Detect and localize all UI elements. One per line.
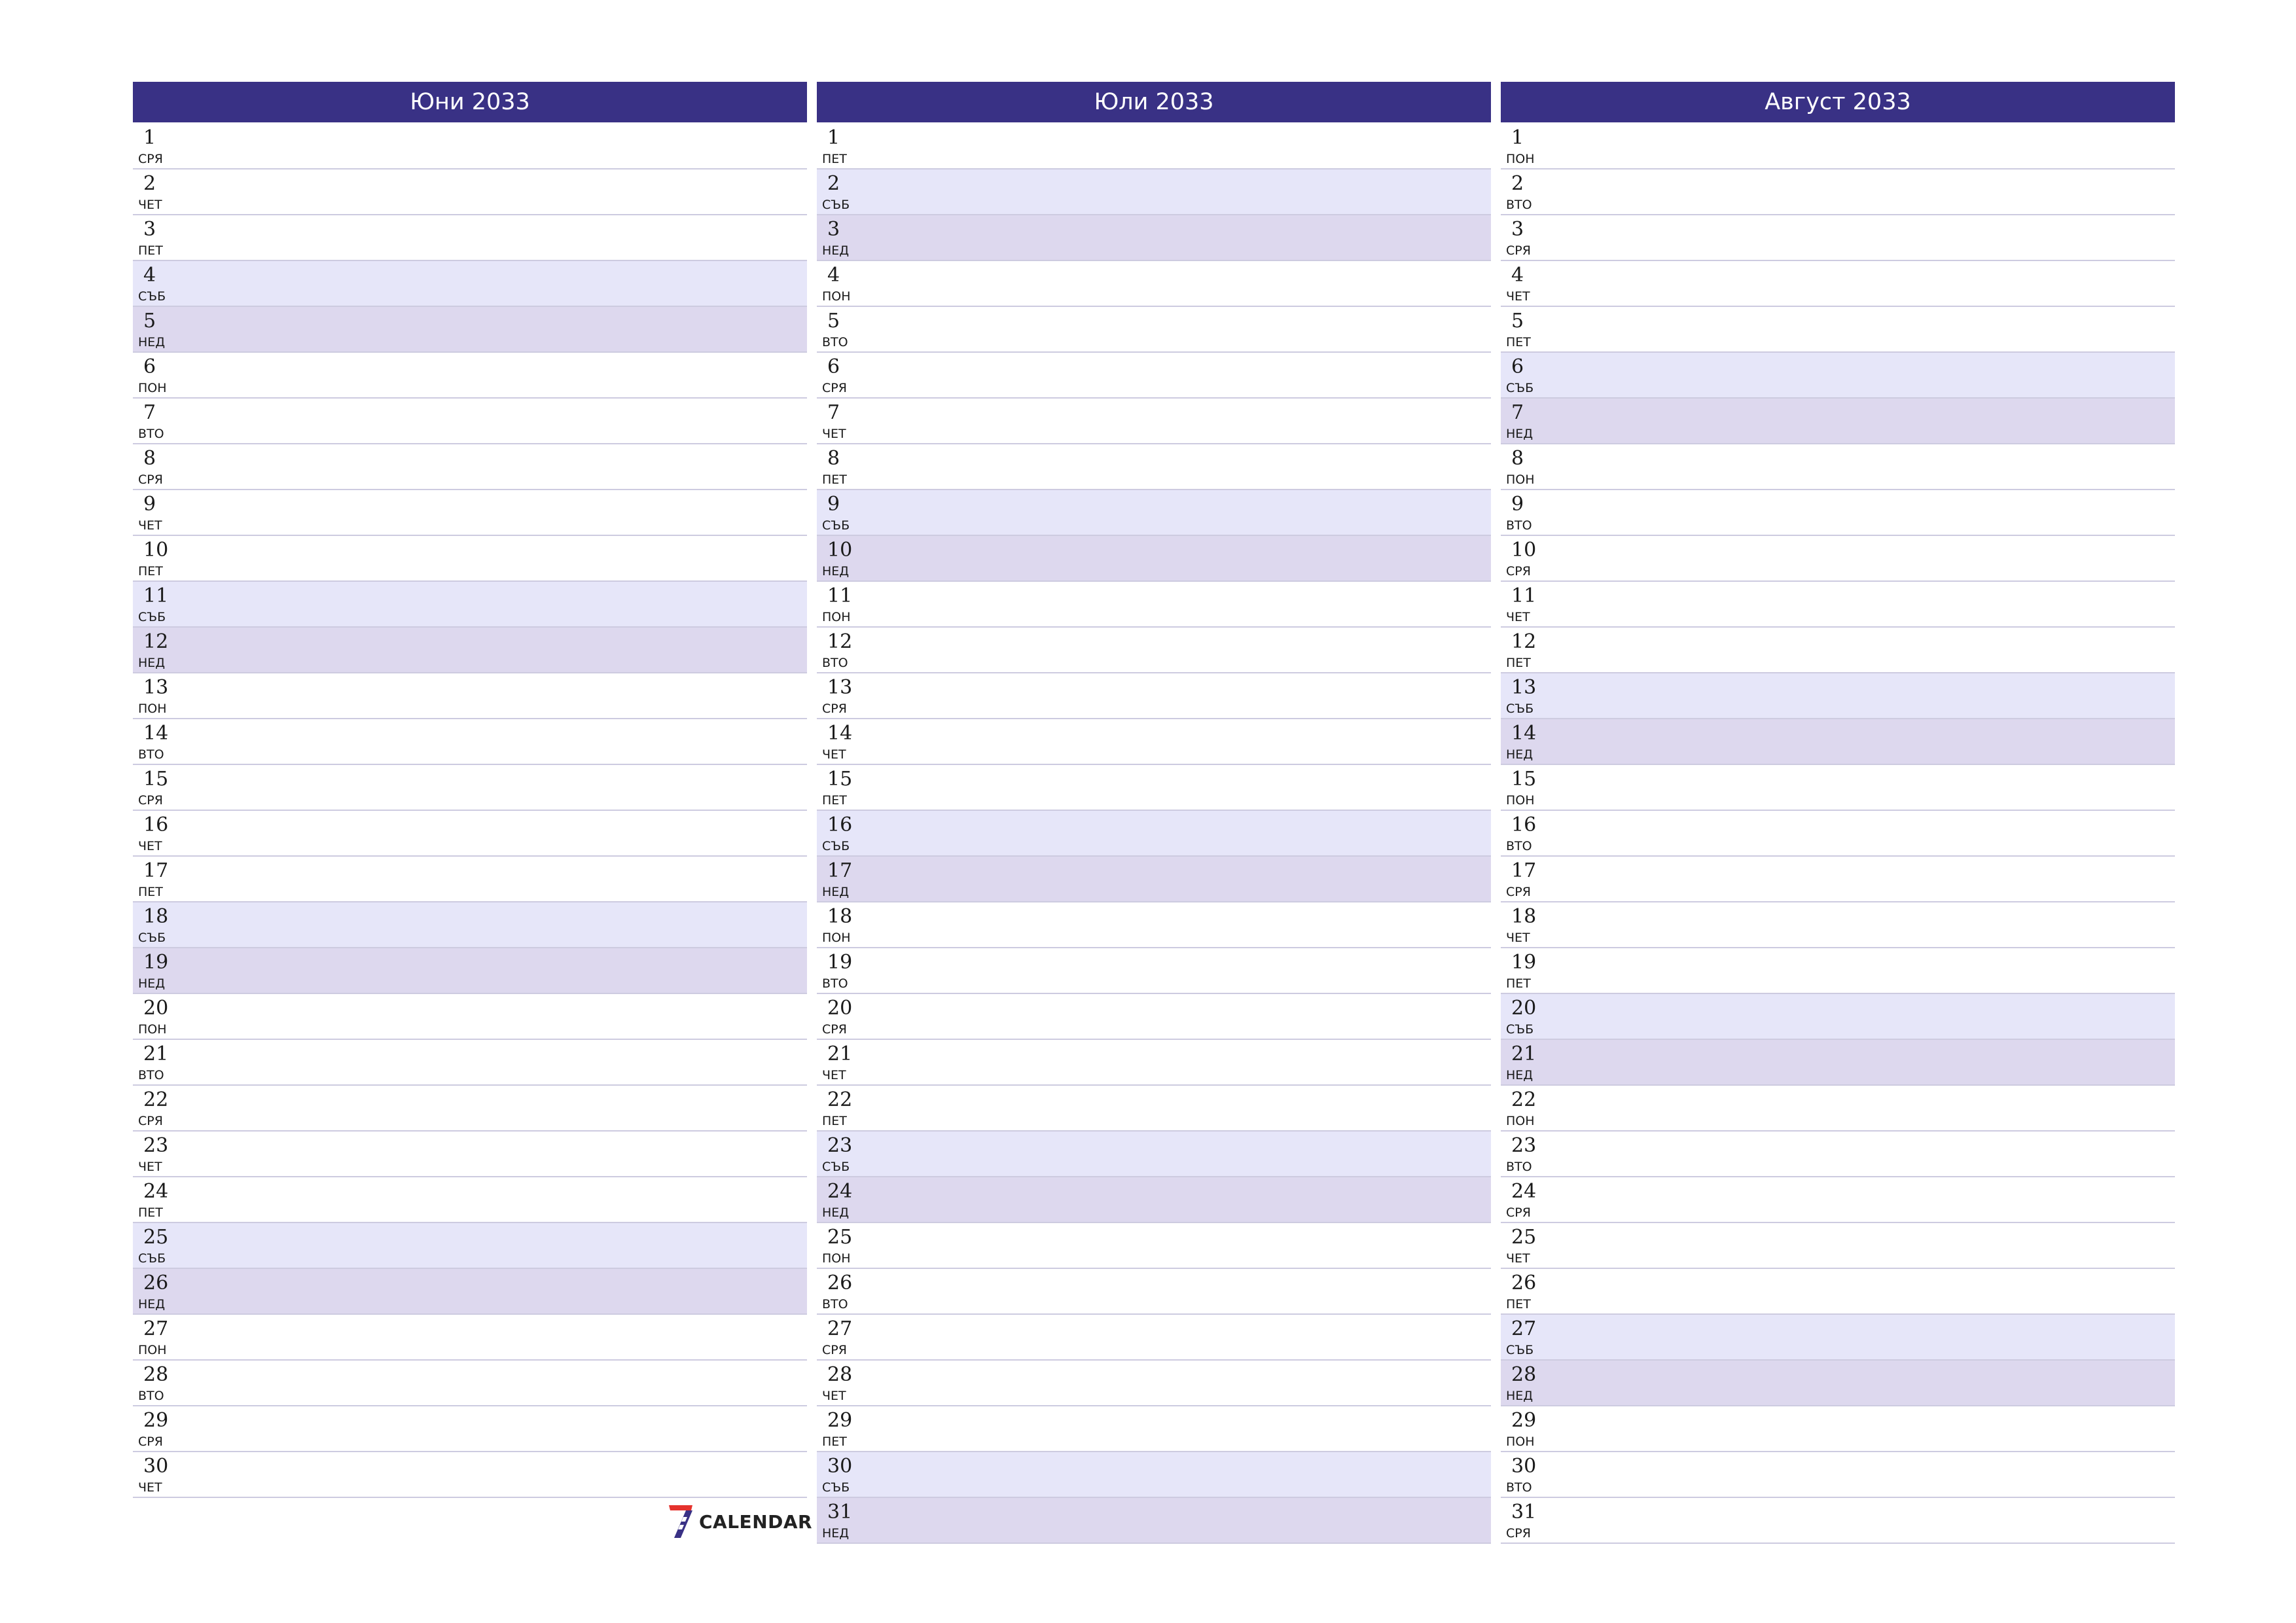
day-row: [1501, 1315, 2175, 1361]
day-row: [817, 948, 1491, 994]
weekday-label: СРЯ: [138, 793, 163, 808]
day-number: 29: [827, 1409, 853, 1432]
day-number: 13: [827, 676, 853, 699]
day-row: [133, 1040, 807, 1086]
day-row: [1501, 1498, 2175, 1544]
weekday-label: СЪБ: [1506, 381, 1534, 395]
day-row: [817, 1132, 1491, 1177]
weekday-label: СЪБ: [822, 1160, 850, 1174]
day-row: [133, 1269, 807, 1315]
day-number: 20: [1511, 997, 1537, 1020]
day-row: [1501, 399, 2175, 444]
weekday-label: НЕД: [138, 1297, 166, 1311]
day-number: 8: [827, 447, 840, 470]
day-number: 25: [143, 1226, 169, 1249]
day-number: 18: [143, 905, 169, 928]
day-number: 5: [1511, 310, 1524, 332]
weekday-label: ПЕТ: [822, 793, 847, 808]
day-row: [1501, 948, 2175, 994]
weekday-label: ПОН: [138, 702, 167, 716]
day-number: 13: [143, 676, 169, 699]
day-number: 2: [1511, 172, 1524, 195]
day-row: [133, 1452, 807, 1498]
day-row: [1501, 1040, 2175, 1086]
day-number: 22: [1511, 1088, 1537, 1111]
weekday-label: НЕД: [138, 656, 166, 670]
day-number: 21: [143, 1043, 169, 1065]
weekday-label: СЪБ: [1506, 1022, 1534, 1037]
day-row: [1501, 628, 2175, 673]
day-number: 24: [1511, 1180, 1537, 1203]
weekday-label: СРЯ: [1506, 564, 1531, 579]
day-row: [133, 1223, 807, 1269]
day-number: 30: [1511, 1455, 1537, 1478]
day-row: [817, 444, 1491, 490]
weekday-label: ВТО: [1506, 198, 1532, 212]
day-number: 5: [827, 310, 840, 332]
weekday-label: ПОН: [822, 610, 851, 624]
day-number: 28: [1511, 1363, 1537, 1386]
weekday-label: СЪБ: [822, 198, 850, 212]
day-number: 25: [827, 1226, 853, 1249]
day-row: [1501, 1452, 2175, 1498]
day-number: 18: [827, 905, 853, 928]
weekday-label: ВТО: [822, 976, 848, 991]
day-number: 21: [827, 1043, 853, 1065]
day-number: 10: [143, 539, 169, 562]
day-row: [133, 902, 807, 948]
day-number: 4: [1511, 264, 1524, 287]
day-row: [133, 215, 807, 261]
day-row: [817, 169, 1491, 215]
day-row: [1501, 994, 2175, 1040]
day-row: [817, 307, 1491, 353]
weekday-label: ПЕТ: [822, 152, 847, 166]
weekday-label: ПЕТ: [822, 473, 847, 487]
weekday-label: СРЯ: [822, 702, 847, 716]
day-row: [133, 399, 807, 444]
weekday-label: СЪБ: [822, 1480, 850, 1495]
weekday-label: ЧЕТ: [138, 198, 162, 212]
day-number: 11: [1511, 584, 1537, 607]
day-number: 24: [143, 1180, 169, 1203]
weekday-label: СРЯ: [1506, 885, 1531, 899]
weekday-label: ПОН: [1506, 1114, 1535, 1128]
weekday-label: СРЯ: [138, 152, 163, 166]
day-row: [1501, 536, 2175, 582]
day-number: 7: [1511, 401, 1524, 424]
day-number: 29: [1511, 1409, 1537, 1432]
day-row: [1501, 857, 2175, 902]
day-number: 26: [1511, 1272, 1537, 1294]
weekday-label: ПОН: [138, 1343, 167, 1357]
day-row: [1501, 902, 2175, 948]
weekday-label: ВТО: [138, 1389, 164, 1403]
day-number: 30: [827, 1455, 853, 1478]
day-number: 6: [827, 355, 840, 378]
day-number: 23: [143, 1134, 169, 1157]
day-row: [1501, 765, 2175, 811]
day-row: [133, 994, 807, 1040]
day-row: [817, 1040, 1491, 1086]
weekday-label: ЧЕТ: [822, 427, 846, 441]
day-number: 3: [827, 218, 840, 241]
day-row: [133, 628, 807, 673]
weekday-label: НЕД: [822, 1205, 850, 1220]
day-number: 16: [1511, 813, 1537, 836]
weekday-label: ПЕТ: [138, 885, 163, 899]
weekday-label: СЪБ: [138, 289, 166, 304]
day-number: 27: [143, 1317, 169, 1340]
day-row: [1501, 1406, 2175, 1452]
day-number: 30: [143, 1455, 169, 1478]
weekday-label: ПОН: [1506, 473, 1535, 487]
weekday-label: СРЯ: [138, 1114, 163, 1128]
weekday-label: СЪБ: [138, 931, 166, 945]
day-number: 1: [143, 126, 156, 149]
day-number: 8: [1511, 447, 1524, 470]
weekday-label: НЕД: [1506, 747, 1534, 762]
day-number: 17: [1511, 859, 1537, 882]
day-number: 15: [143, 768, 169, 791]
weekday-label: ВТО: [1506, 1480, 1532, 1495]
weekday-label: ПОН: [1506, 1435, 1535, 1449]
day-row: [133, 948, 807, 994]
weekday-label: НЕД: [822, 564, 850, 579]
weekday-label: ВТО: [822, 656, 848, 670]
weekday-label: НЕД: [822, 1526, 850, 1541]
day-row: [817, 811, 1491, 857]
day-row: [1501, 1223, 2175, 1269]
weekday-label: СРЯ: [822, 1343, 847, 1357]
day-number: 1: [827, 126, 840, 149]
weekday-label: ПОН: [138, 1022, 167, 1037]
month-column-august: [1501, 82, 2175, 1544]
day-list: [1501, 124, 2175, 1544]
day-number: 14: [1511, 722, 1537, 745]
day-number: 24: [827, 1180, 853, 1203]
day-row: [1501, 215, 2175, 261]
day-number: 6: [1511, 355, 1524, 378]
weekday-label: СРЯ: [138, 1435, 163, 1449]
day-row: [1501, 811, 2175, 857]
weekday-label: ПОН: [1506, 152, 1535, 166]
day-number: 21: [1511, 1043, 1537, 1065]
weekday-label: НЕД: [822, 885, 850, 899]
day-row: [133, 1406, 807, 1452]
day-row: [133, 719, 807, 765]
weekday-label: ВТО: [1506, 1160, 1532, 1174]
day-row: [817, 1406, 1491, 1452]
brand-logo: [668, 1504, 812, 1539]
weekday-label: СЪБ: [1506, 702, 1534, 716]
day-number: 26: [827, 1272, 853, 1294]
weekday-label: ЧЕТ: [138, 1160, 162, 1174]
weekday-label: ЧЕТ: [138, 839, 162, 853]
day-row: [1501, 124, 2175, 169]
weekday-label: НЕД: [138, 976, 166, 991]
day-number: 3: [143, 218, 156, 241]
weekday-label: ПЕТ: [138, 1205, 163, 1220]
weekday-label: ПЕТ: [1506, 1297, 1531, 1311]
day-number: 5: [143, 310, 156, 332]
day-row: [1501, 582, 2175, 628]
day-number: 4: [143, 264, 156, 287]
day-number: 14: [827, 722, 853, 745]
day-number: 3: [1511, 218, 1524, 241]
month-title: Юли 2033: [817, 82, 1491, 122]
day-number: 31: [1511, 1501, 1537, 1524]
weekday-label: ПОН: [138, 381, 167, 395]
day-number: 27: [1511, 1317, 1537, 1340]
weekday-label: ПЕТ: [138, 564, 163, 579]
weekday-label: ПЕТ: [822, 1114, 847, 1128]
day-number: 4: [827, 264, 840, 287]
weekday-label: ВТО: [138, 747, 164, 762]
day-row: [1501, 444, 2175, 490]
weekday-label: СЪБ: [1506, 1343, 1534, 1357]
weekday-label: СРЯ: [138, 473, 163, 487]
day-row: [133, 673, 807, 719]
weekday-label: ЧЕТ: [822, 1068, 846, 1082]
weekday-label: ВТО: [822, 1297, 848, 1311]
day-number: 22: [827, 1088, 853, 1111]
day-number: 27: [827, 1317, 853, 1340]
weekday-label: ВТО: [138, 1068, 164, 1082]
day-row: [133, 811, 807, 857]
day-number: 29: [143, 1409, 169, 1432]
day-number: 8: [143, 447, 156, 470]
month-column-june: [133, 82, 807, 1498]
weekday-label: СРЯ: [822, 1022, 847, 1037]
weekday-label: ПЕТ: [138, 243, 163, 258]
day-row: [1501, 490, 2175, 536]
day-number: 28: [143, 1363, 169, 1386]
day-row: [133, 1177, 807, 1223]
day-row: [133, 124, 807, 169]
day-number: 19: [827, 951, 853, 974]
day-number: 12: [1511, 630, 1537, 653]
day-row: [1501, 1177, 2175, 1223]
day-row: [1501, 169, 2175, 215]
day-number: 11: [827, 584, 853, 607]
day-row: [133, 765, 807, 811]
day-row: [817, 261, 1491, 307]
weekday-label: ЧЕТ: [1506, 610, 1530, 624]
weekday-label: СЪБ: [822, 518, 850, 533]
day-number: 7: [143, 401, 156, 424]
weekday-label: ВТО: [138, 427, 164, 441]
day-row: [817, 1452, 1491, 1498]
day-row: [1501, 353, 2175, 399]
weekday-label: НЕД: [1506, 1068, 1534, 1082]
day-list: [817, 124, 1491, 1544]
weekday-label: НЕД: [1506, 1389, 1534, 1403]
weekday-label: ЧЕТ: [1506, 289, 1530, 304]
day-row: [817, 1498, 1491, 1544]
weekday-label: НЕД: [138, 335, 166, 349]
weekday-label: СРЯ: [1506, 1205, 1531, 1220]
day-row: [133, 490, 807, 536]
day-number: 20: [143, 997, 169, 1020]
day-row: [817, 1361, 1491, 1406]
weekday-label: ПЕТ: [1506, 656, 1531, 670]
day-row: [1501, 261, 2175, 307]
weekday-label: СЪБ: [822, 839, 850, 853]
day-number: 11: [143, 584, 169, 607]
day-number: 23: [1511, 1134, 1537, 1157]
day-row: [133, 536, 807, 582]
day-number: 2: [827, 172, 840, 195]
day-row: [817, 1086, 1491, 1132]
weekday-label: ПОН: [822, 1251, 851, 1266]
day-row: [817, 765, 1491, 811]
day-row: [1501, 1269, 2175, 1315]
day-row: [817, 353, 1491, 399]
weekday-label: ПЕТ: [1506, 335, 1531, 349]
day-row: [133, 307, 807, 353]
day-row: [817, 490, 1491, 536]
weekday-label: СРЯ: [1506, 243, 1531, 258]
weekday-label: СРЯ: [822, 381, 847, 395]
day-row: [817, 719, 1491, 765]
day-row: [817, 994, 1491, 1040]
seven-calendar-logo-icon: [668, 1504, 694, 1539]
weekday-label: ПЕТ: [1506, 976, 1531, 991]
day-row: [133, 857, 807, 902]
day-row: [133, 261, 807, 307]
month-title: Юни 2033: [133, 82, 807, 122]
weekday-label: ПЕТ: [822, 1435, 847, 1449]
day-row: [133, 169, 807, 215]
day-row: [817, 582, 1491, 628]
day-number: 13: [1511, 676, 1537, 699]
day-number: 12: [143, 630, 169, 653]
weekday-label: НЕД: [1506, 427, 1534, 441]
day-number: 19: [1511, 951, 1537, 974]
weekday-label: ВТО: [1506, 839, 1532, 853]
day-row: [817, 536, 1491, 582]
day-row: [817, 215, 1491, 261]
day-number: 15: [1511, 768, 1537, 791]
weekday-label: СРЯ: [1506, 1526, 1531, 1541]
day-number: 23: [827, 1134, 853, 1157]
day-number: 7: [827, 401, 840, 424]
day-number: 26: [143, 1272, 169, 1294]
weekday-label: ПОН: [822, 289, 851, 304]
weekday-label: НЕД: [822, 243, 850, 258]
day-number: 10: [827, 539, 853, 562]
day-row: [133, 1361, 807, 1406]
weekday-label: ЧЕТ: [138, 1480, 162, 1495]
day-row: [1501, 307, 2175, 353]
weekday-label: ЧЕТ: [822, 747, 846, 762]
day-number: 10: [1511, 539, 1537, 562]
day-number: 16: [827, 813, 853, 836]
weekday-label: СЪБ: [138, 610, 166, 624]
weekday-label: ВТО: [822, 335, 848, 349]
day-number: 18: [1511, 905, 1537, 928]
weekday-label: ЧЕТ: [1506, 931, 1530, 945]
month-column-july: [817, 82, 1491, 1544]
day-row: [133, 444, 807, 490]
day-number: 9: [143, 493, 156, 516]
day-number: 17: [143, 859, 169, 882]
day-row: [133, 1315, 807, 1361]
day-number: 15: [827, 768, 853, 791]
day-row: [817, 628, 1491, 673]
day-number: 25: [1511, 1226, 1537, 1249]
day-number: 1: [1511, 126, 1524, 149]
day-row: [817, 1223, 1491, 1269]
day-row: [817, 1315, 1491, 1361]
day-number: 28: [827, 1363, 853, 1386]
day-row: [817, 857, 1491, 902]
day-row: [817, 902, 1491, 948]
weekday-label: ПОН: [822, 931, 851, 945]
day-row: [817, 673, 1491, 719]
day-number: 14: [143, 722, 169, 745]
day-number: 9: [1511, 493, 1524, 516]
day-number: 31: [827, 1501, 853, 1524]
weekday-label: СЪБ: [138, 1251, 166, 1266]
day-number: 12: [827, 630, 853, 653]
day-number: 9: [827, 493, 840, 516]
day-row: [1501, 673, 2175, 719]
day-number: 20: [827, 997, 853, 1020]
day-row: [133, 1086, 807, 1132]
day-list: [133, 124, 807, 1498]
weekday-label: ЧЕТ: [822, 1389, 846, 1403]
month-title: Август 2033: [1501, 82, 2175, 122]
day-row: [1501, 1132, 2175, 1177]
day-row: [1501, 719, 2175, 765]
day-row: [1501, 1086, 2175, 1132]
day-number: 16: [143, 813, 169, 836]
day-row: [133, 582, 807, 628]
logo-text: CALENDAR: [699, 1510, 813, 1533]
day-number: 19: [143, 951, 169, 974]
day-number: 22: [143, 1088, 169, 1111]
weekday-label: ПОН: [1506, 793, 1535, 808]
day-number: 2: [143, 172, 156, 195]
day-row: [817, 124, 1491, 169]
day-row: [817, 1269, 1491, 1315]
day-row: [133, 353, 807, 399]
weekday-label: ЧЕТ: [138, 518, 162, 533]
day-row: [133, 1132, 807, 1177]
day-number: 17: [827, 859, 853, 882]
weekday-label: ВТО: [1506, 518, 1532, 533]
day-number: 6: [143, 355, 156, 378]
weekday-label: ЧЕТ: [1506, 1251, 1530, 1266]
day-row: [817, 1177, 1491, 1223]
day-row: [817, 399, 1491, 444]
day-row: [1501, 1361, 2175, 1406]
